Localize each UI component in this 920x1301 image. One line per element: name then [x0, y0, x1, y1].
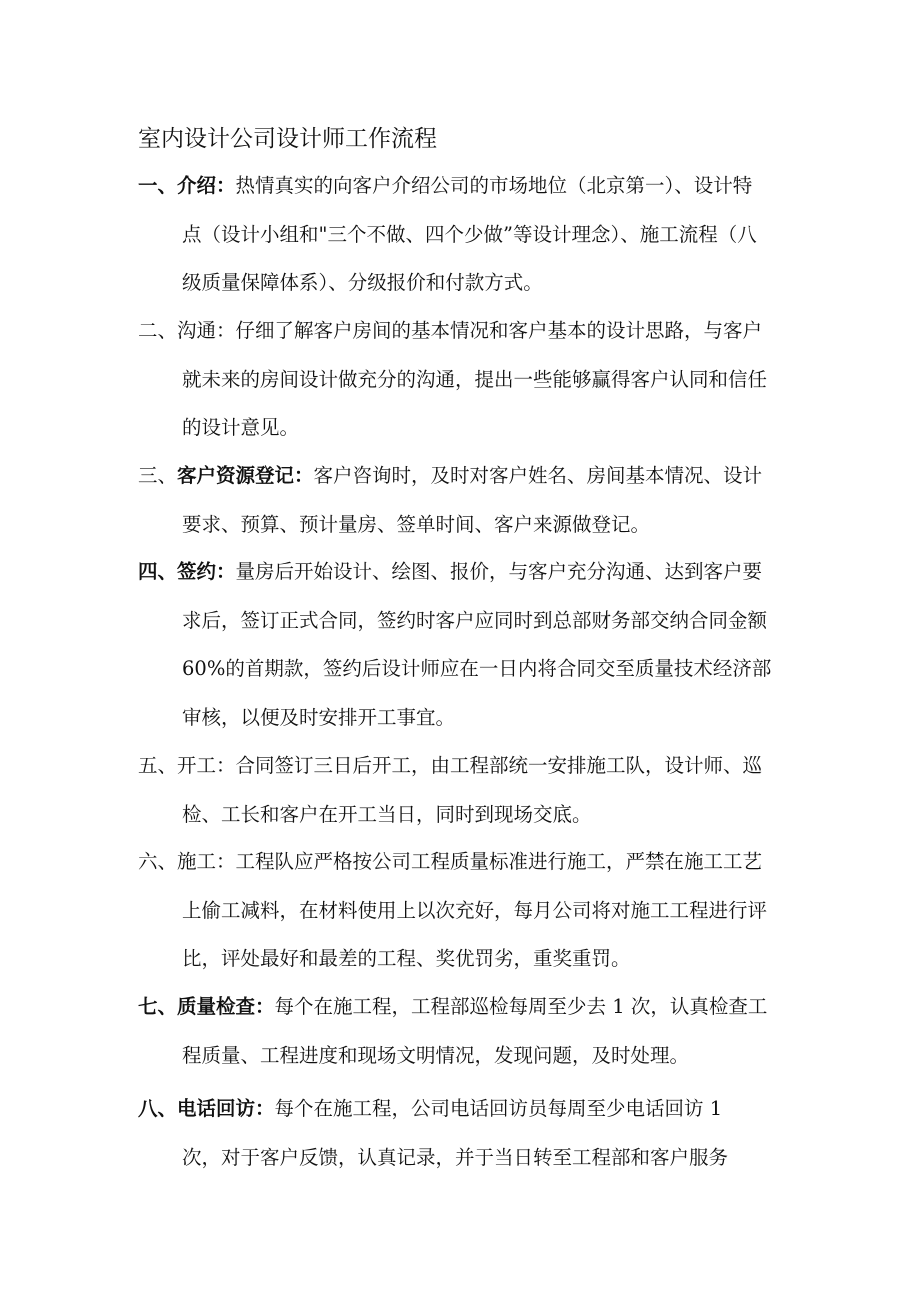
document-title: 室内设计公司设计师工作流程	[138, 126, 437, 152]
section-first-line	[138, 307, 788, 356]
section-text: 每个在施工程，工程部巡检每周至少去 1 次，认真检查工	[274, 995, 768, 1018]
section-line: 就未来的房间设计做充分的沟通，提出一些能够赢得客户认同和信任	[182, 367, 768, 391]
section-text: 工程队应严格按公司工程质量标准进行施工，严禁在施工工艺	[235, 850, 763, 873]
section-first-line	[138, 452, 788, 501]
section-first-line	[138, 162, 788, 211]
section-text: 合同签订三日后开工，由工程部统一安排施工队，设计师、巡	[235, 754, 763, 777]
section-line: 要求、预算、预计量房、签单时间、客户来源做登记。	[182, 512, 651, 536]
section-first-line	[138, 548, 788, 597]
section-client-registration	[138, 452, 788, 549]
section-text: 量房后开始设计、绘图、报价，与客户充分沟通、达到客户要	[235, 560, 763, 583]
section-text: 每个在施工程，公司电话回访员每周至少电话回访 1	[274, 1097, 723, 1120]
section-contract	[138, 548, 788, 742]
section-start-work	[138, 742, 788, 839]
section-first-line	[138, 1085, 788, 1134]
section-quality-inspection	[138, 983, 788, 1080]
section-phone-followup	[138, 1085, 788, 1182]
section-line: 检、工长和客户在开工当日，同时到现场交底。	[182, 802, 592, 826]
section-text: 仔细了解客户房间的基本情况和客户基本的设计思路，与客户	[235, 319, 763, 342]
section-heading: 五、开工：	[138, 754, 236, 777]
section-heading: 二、沟通：	[138, 319, 236, 342]
section-line: 60%的首期款，签约后设计师应在一日内将合同交至质量技术经济部	[182, 657, 772, 680]
section-communication	[138, 307, 788, 453]
section-heading-prefix: 三、	[138, 464, 178, 487]
section-line: 审核，以便及时安排开工事宜。	[182, 705, 456, 729]
section-line: 次，对于客户反馈，认真记录，并于当日转至工程部和客户服务	[182, 1145, 729, 1169]
section-intro	[138, 162, 788, 308]
section-first-line	[138, 742, 788, 791]
section-text: 客户咨询时，及时对客户姓名、房间基本情况、设计	[313, 464, 763, 487]
section-line: 的设计意见。	[182, 416, 300, 439]
section-heading: 客户资源登记：	[177, 464, 314, 487]
section-line: 程质量、工程进度和现场文明情况，发现问题，及时处理。	[182, 1043, 690, 1067]
section-heading: 六、施工：	[138, 850, 236, 873]
section-line: 比，评处最好和最差的工程、奖优罚劣，重奖重罚。	[182, 947, 631, 970]
section-heading: 七、质量检查：	[138, 995, 275, 1018]
section-text: 热情真实的向客户介绍公司的市场地位（北京第一）、设计特	[235, 174, 753, 197]
section-construction	[138, 838, 788, 984]
section-line: 求后，签订正式合同，签约时客户应同时到总部财务部交纳合同金额	[182, 608, 768, 632]
section-first-line	[138, 838, 788, 887]
section-heading: 一、介绍：	[138, 174, 236, 197]
section-heading: 四、签约：	[138, 560, 236, 583]
section-first-line	[138, 983, 788, 1032]
section-heading: 八、电话回访：	[138, 1097, 275, 1120]
section-line: 点（设计小组和"三个不做、四个少做”等设计理念）、施工流程（八	[182, 222, 757, 246]
section-line: 上偷工减料，在材料使用上以次充好，每月公司将对施工工程进行评	[182, 898, 768, 922]
section-line: 级质量保障体系）、分级报价和付款方式。	[182, 271, 543, 294]
